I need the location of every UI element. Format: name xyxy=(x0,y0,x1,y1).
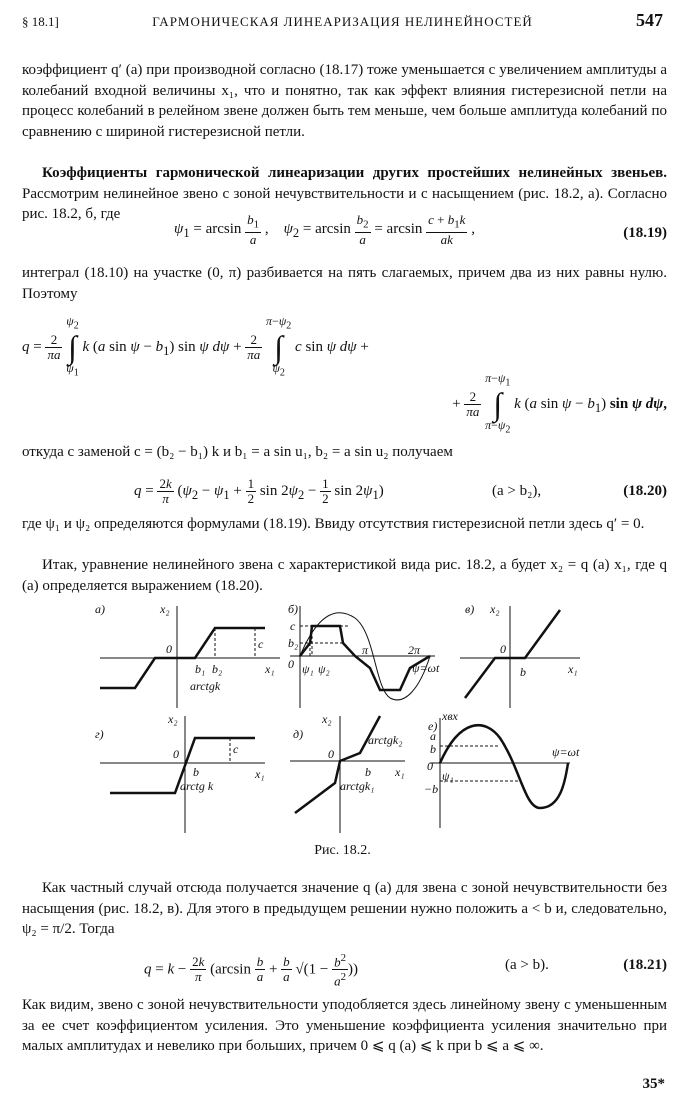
equation-18-21: q = k − $\frac{2k}{\pi}$ (arcsin $\frac{b}{a}$ + $\frac{b}{a}$ √(1 − $\frac{b^2}{a^2}$ )) (a > b). (18.21) xyxy=(144,952,667,989)
label-psi2: ψ₂ xyxy=(318,662,330,676)
label-arctgk2: arctgk₂ xyxy=(368,733,403,747)
panel-e-label: д) xyxy=(293,727,304,741)
signature-mark: 35* xyxy=(642,1076,665,1092)
label-b: b xyxy=(193,765,199,779)
paragraph-1: коэффициент q′ (a) при производной согласно (18.17) тоже уменьшается с увеличением амплитуды a колебаний входной величины x₁, что и понятно, так как эффект влияния гистерезисной петли на процесс колебаний в релейном звене должен быть тем меньше, чем больше амплитуда колебаний по сравнению с шириной гистерезисной петли. xyxy=(22,62,667,140)
equation-18-20: q = $\frac{2k}{\pi}$ ($\psi_2 - \psi_1$ + $\frac{1}{2}$ $\sin 2\psi_2$ − $\frac{1}{2}$ $\sin 2\psi_1$) (a > b₂), (18.20) xyxy=(134,476,667,506)
label-c: c xyxy=(290,619,296,633)
running-header xyxy=(22,10,663,34)
section-label: § 18.1] xyxy=(22,14,59,29)
panel-b xyxy=(290,606,435,708)
axis-label-x1: x₁ xyxy=(255,767,265,781)
label-b2: b₂ xyxy=(288,636,299,650)
axis-label-x2: x₂ xyxy=(490,602,500,616)
paragraph-2-text: Рассмотрим нелинейное звено с зоной нечувствительности и с насыщением (рис. 18.2, а). Согласно рис. 18.2, б, где xyxy=(22,185,667,222)
paragraph-3: интеграл (18.10) на участке (0, π) разбивается на пять слагаемых, причем два из них равны нулю. Поэтому xyxy=(22,265,667,302)
paragraph-7: Как частный случай отсюда получается значение q (a) для звена с зоной нечувствительности без насыщения (рис. 18.2, в). Для этого в предыдущем решении нужно положить a < b и, следовательно, ψ₂ = π/2. Тогда xyxy=(22,880,667,937)
figure-18-2 xyxy=(90,598,620,843)
label-psi-wt: ψ=ωt xyxy=(412,661,440,675)
equation-integral-part2: + $\frac{2}{\pi a}$ $\pi-\psi_1$ ∫ $\pi-\psi_2$ k (a $\sin \psi - b_1$) sin ψ dψ, xyxy=(452,371,667,436)
origin-label: 0 xyxy=(288,657,294,671)
label-psi1: ψ₁ xyxy=(442,769,454,783)
origin-label: 0 xyxy=(500,642,506,656)
label-psi-wt: ψ=ωt xyxy=(552,745,580,759)
label-b: b xyxy=(365,765,371,779)
label-2pi: 2π xyxy=(408,643,421,657)
label-a: a xyxy=(430,729,436,743)
axis-label-x1: x₁ xyxy=(265,662,275,676)
paragraph-5: где ψ₁ и ψ₂ определяются формулами (18.19). Ввиду отсутствия гистерезисной петли здесь q′ = 0. xyxy=(22,516,645,532)
panel-d xyxy=(100,716,265,833)
paragraph-6: Итак, уравнение нелинейного звена с характеристикой вида рис. 18.2, a будет x₂ = q (a) x₁, где q (a) определяется выражением (18.20). xyxy=(22,557,667,594)
paragraph-8: Как видим, звено с зоной нечувствительности уподобляется здесь линейному звену с уменьшенным за ее счет коэффициентом усиления. Это уменьшение коэффициента усиления значительно при малых амплитудах и невелико при больших, причем 0 ⩽ q (a) ⩽ k при b ⩽ a ⩽ ∞. xyxy=(22,997,667,1054)
label-b2: b₂ xyxy=(212,662,223,676)
label-arctg-k: arctg k xyxy=(180,779,214,793)
panel-d-label: г) xyxy=(95,727,104,741)
panel-f-label: е) xyxy=(428,719,438,733)
label-minus-b: −b xyxy=(424,782,439,796)
equation-18-19: $\psi_1 = \arcsin$ $\frac{b_1}{a}$ , $\psi_2 = \arcsin$ $\frac{b_2}{a}$ = arcsin $\frac{c + b_1k}{ak}$ , (18.19) xyxy=(174,212,667,247)
label-b1: b₁ xyxy=(195,662,206,676)
label-arctgk1: arctgk₁ xyxy=(340,779,375,793)
origin-label: 0 xyxy=(427,759,433,773)
panel-c xyxy=(460,606,580,708)
equation-condition: (a > b). xyxy=(505,957,549,973)
panel-c-label: в) xyxy=(465,602,475,616)
paragraph-2-heading: Коэффициенты гармонической линеаризации других простейших нелинейных звеньев. xyxy=(42,165,667,181)
equation-number: (18.19) xyxy=(623,225,667,241)
origin-label: 0 xyxy=(328,747,334,761)
label-c: c xyxy=(233,742,239,756)
page-number: 547 xyxy=(636,10,663,30)
equation-integral-part1: q = $\frac{2}{\pi a}$ $\psi_2$ ∫ $\psi_1$ k (a $\sin \psi - b_1$) sin ψ dψ + $\frac{2}{\pi a}$ $\pi-\psi_2$ ∫ $\psi_2$ c sin ψ dψ + xyxy=(22,314,369,379)
axis-label-xvx: xвх xyxy=(442,709,458,723)
equation-number: (18.20) xyxy=(623,483,667,499)
equation-number: (18.21) xyxy=(623,957,667,973)
axis-label-x1: x₁ xyxy=(568,662,578,676)
origin-label: 0 xyxy=(166,642,172,656)
axis-label-x2: x₂ xyxy=(322,712,332,726)
axis-label-x2: x₂ xyxy=(160,602,170,616)
label-psi1: ψ₁ xyxy=(302,662,314,676)
label-pi: π xyxy=(362,643,369,657)
label-b: b xyxy=(430,742,436,756)
figure-caption: Рис. 18.2. xyxy=(314,843,371,858)
running-title: ГАРМОНИЧЕСКАЯ ЛИНЕАРИЗАЦИЯ НЕЛИНЕЙНОСТЕЙ xyxy=(152,14,533,29)
paragraph-4: откуда с заменой c = (b₂ − b₁) k и b₁ = a sin u₁, b₂ = a sin u₂ получаем xyxy=(22,444,453,460)
label-arctgk: arctgk xyxy=(190,679,221,693)
equation-condition: (a > b₂), xyxy=(492,483,542,499)
panel-a-label: а) xyxy=(95,602,105,616)
label-c: c xyxy=(258,637,264,651)
label-b: b xyxy=(520,665,526,679)
axis-label-x2: x₂ xyxy=(168,712,178,726)
panel-b-label: б) xyxy=(288,602,299,616)
axis-label-x1: x₁ xyxy=(395,765,405,779)
origin-label: 0 xyxy=(173,747,179,761)
